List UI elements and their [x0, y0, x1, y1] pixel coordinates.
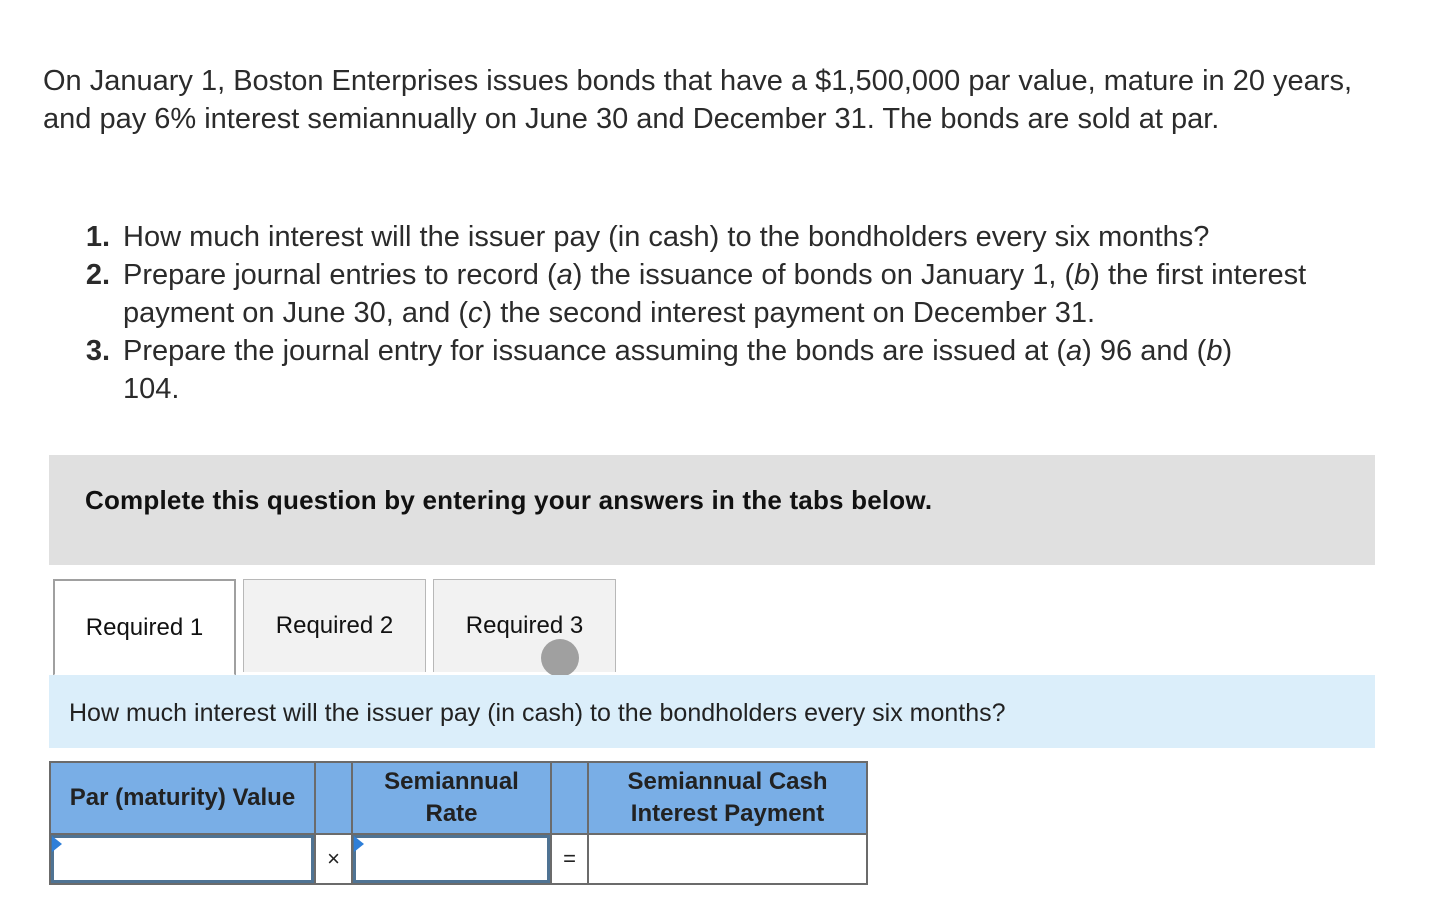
requirement-number: 1.: [85, 221, 110, 253]
times-operator: ×: [315, 834, 352, 884]
requirement-item-3: [78, 332, 1338, 408]
requirement-part-letter: a: [556, 259, 573, 291]
header-rate-line2: Rate: [425, 800, 478, 827]
requirement-number: 3.: [85, 335, 110, 367]
requirement-item-1: [78, 218, 1338, 256]
header-payment-line2: Interest Payment: [630, 800, 825, 827]
problem-intro: On January 1, Boston Enterprises issues bonds that have a $1,500,000 par value, mature in 20 years, and pay 6% interest semiannually on June 30 and December 31. The bonds are sold at par.: [43, 65, 1353, 135]
input-flag-icon: [52, 836, 62, 852]
question-text: How much interest will the issuer pay (in cash) to the bondholders every six months?: [69, 699, 1006, 727]
equals-operator: =: [551, 834, 588, 884]
semiannual-rate-cell: [352, 834, 551, 884]
requirement-part-letter: b: [1074, 259, 1091, 291]
requirement-text: How much interest will the issuer pay (in cash) to the bondholders every six months?: [123, 221, 1210, 253]
header-payment-line1: Semiannual Cash: [627, 768, 828, 795]
requirement-text: Prepare the journal entry for issuance assuming the bonds are issued at (: [123, 335, 1067, 367]
tab-required-1[interactable]: Required 1: [53, 579, 236, 676]
tab-bar: [49, 578, 1375, 676]
question-band: [49, 675, 1375, 748]
semiannual-payment-output: [589, 835, 866, 883]
requirement-item-2: [78, 256, 1338, 332]
semiannual-payment-cell: [588, 834, 867, 884]
requirement-number: 2.: [85, 259, 110, 291]
header-par-value: Par (maturity) Value: [50, 762, 315, 834]
header-semiannual-payment: [588, 762, 867, 834]
tab-required-2[interactable]: Required 2: [243, 579, 426, 672]
instruction-banner: [49, 455, 1375, 565]
input-flag-icon: [354, 836, 364, 852]
requirement-part-letter: c: [468, 297, 483, 329]
semiannual-rate-input[interactable]: [353, 835, 550, 883]
header-rate-line1: Semiannual: [384, 768, 519, 795]
instruction-text: Complete this question by entering your answers in the tabs below.: [85, 485, 933, 515]
header-spacer-2: [551, 762, 588, 834]
requirement-part-letter: b: [1206, 335, 1223, 367]
requirements-list: [78, 218, 1338, 408]
requirement-text: ) the issuance of bonds on January 1, (: [572, 259, 1075, 291]
requirement-text: ) 96 and (: [1082, 335, 1207, 367]
requirement-text: 104.: [123, 373, 180, 405]
par-value-input[interactable]: [51, 835, 314, 883]
tab-required-3[interactable]: Required 3: [433, 579, 616, 672]
mouse-cursor-indicator: [541, 639, 579, 677]
interest-calculation-table: [49, 761, 868, 885]
requirement-text: ): [1222, 335, 1233, 367]
requirement-text: Prepare journal entries to record (: [123, 259, 557, 291]
header-spacer-1: [315, 762, 352, 834]
requirement-text: ) the first interest payment on June 30, and (: [123, 259, 1307, 329]
requirement-text: ) the second interest payment on December 31.: [482, 297, 1096, 329]
par-value-cell: [50, 834, 315, 884]
requirement-part-letter: a: [1066, 335, 1083, 367]
header-semiannual-rate: [352, 762, 551, 834]
